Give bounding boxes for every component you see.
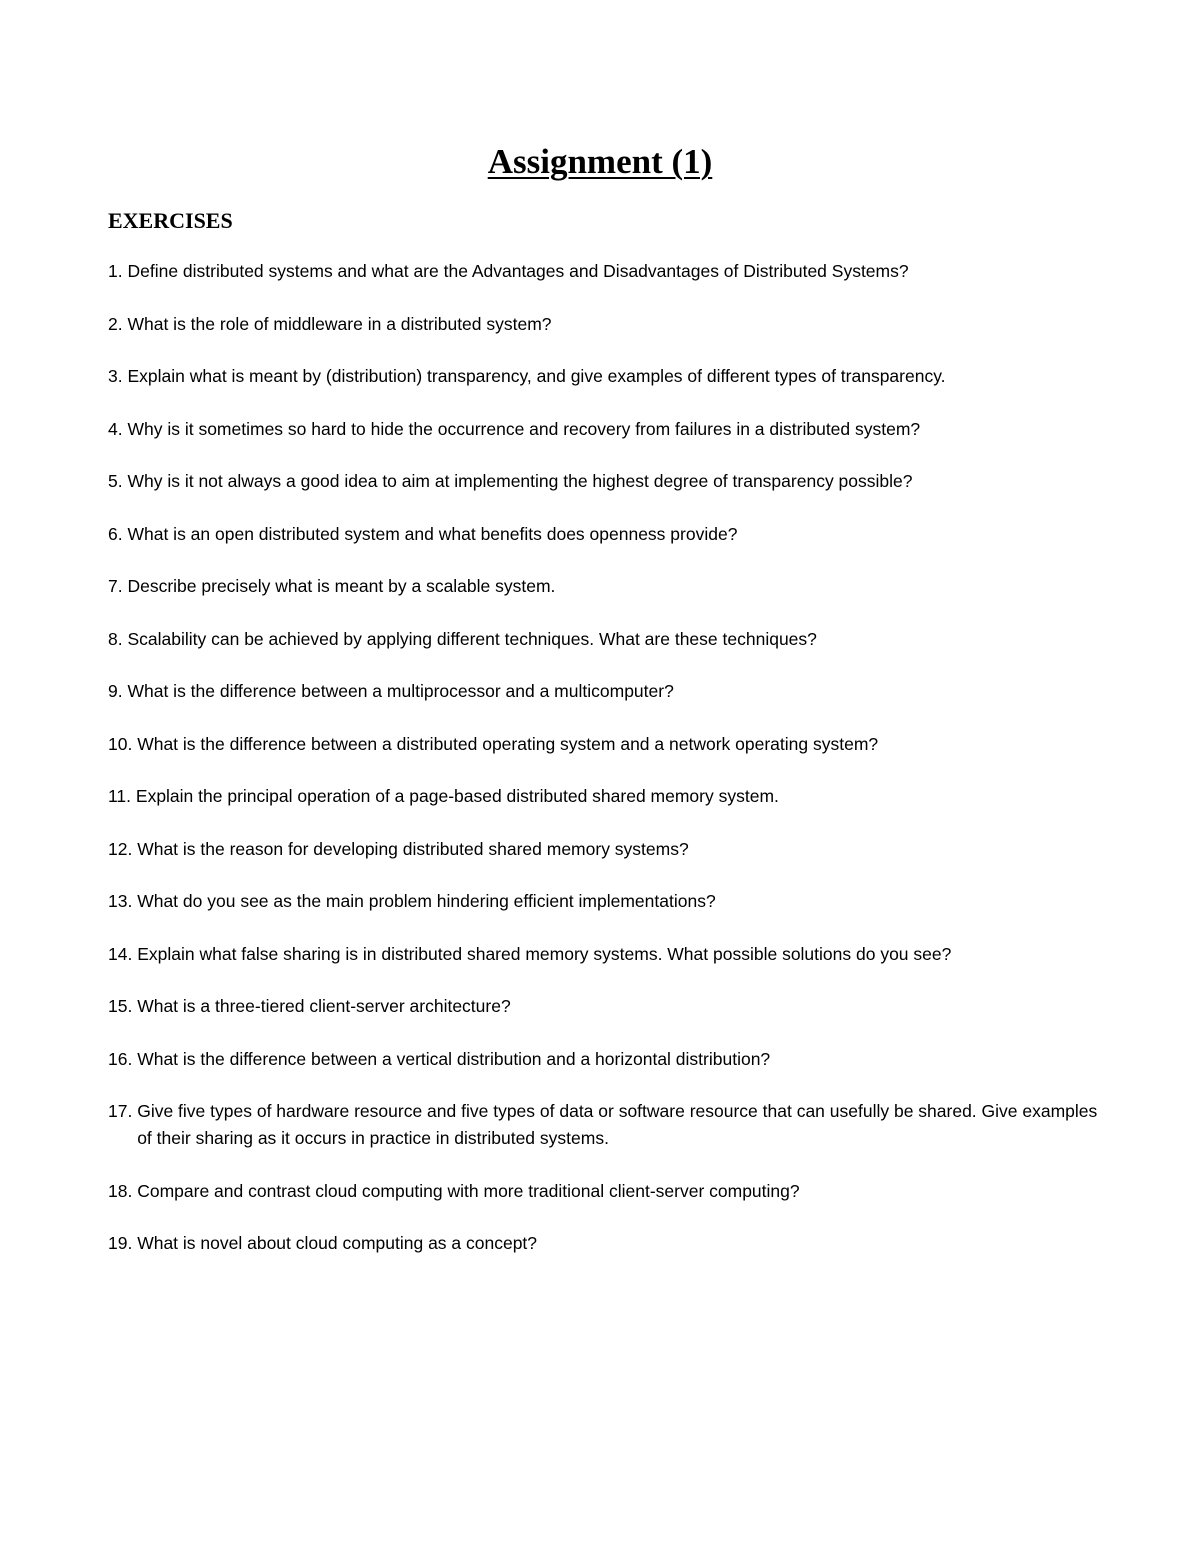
exercise-item-5	[108, 468, 1108, 495]
exercise-item-17	[108, 1098, 1108, 1152]
exercise-text: Give five types of hardware resource and five types of data or software resource that can usefully be shared. Give examples of their sharing as it occurs in practice in distributed systems.	[137, 1101, 1098, 1148]
exercise-text: What is the difference between a distributed operating system and a network operating system?	[137, 733, 879, 754]
exercise-number: 16.	[108, 1048, 138, 1069]
exercise-number: 5.	[108, 471, 128, 491]
exercise-item-7	[108, 573, 1108, 600]
exercise-item-6	[108, 521, 1108, 548]
exercise-number: 8.	[108, 628, 128, 649]
exercise-item-4	[108, 416, 1108, 443]
exercise-number: 13.	[108, 891, 138, 911]
exercise-text: Describe precisely what is meant by a scalable system.	[127, 576, 556, 596]
exercise-number: 11.	[108, 786, 136, 806]
exercise-item-14	[108, 941, 1108, 968]
exercise-number: 19.	[108, 1233, 138, 1253]
exercise-number: 10.	[108, 733, 138, 754]
exercise-text: Explain what false sharing is in distributed shared memory systems. What possible solutions do you see?	[137, 943, 952, 964]
exercise-item-13	[108, 888, 1108, 915]
exercise-number: 4.	[108, 418, 128, 439]
exercise-item-10	[108, 731, 1108, 758]
exercise-text: Scalability can be achieved by applying different techniques. What are these techniques?	[127, 628, 817, 649]
exercise-text: What do you see as the main problem hindering efficient implementations?	[137, 891, 716, 911]
exercise-number: 6.	[108, 523, 128, 544]
exercise-text: What is the role of middleware in a distributed system?	[127, 313, 552, 334]
exercise-text: What is the difference between a multiprocessor and a multicomputer?	[127, 681, 674, 701]
exercise-number: 3.	[108, 366, 128, 386]
exercise-item-12	[108, 836, 1108, 863]
exercise-item-16	[108, 1046, 1108, 1073]
exercise-number: 15.	[108, 996, 138, 1016]
exercise-list	[108, 258, 1108, 1283]
exercise-item-18	[108, 1178, 1108, 1205]
exercise-text: What is the difference between a vertical distribution and a horizontal distribution?	[137, 1048, 771, 1069]
exercise-number: 7.	[108, 576, 128, 596]
exercise-item-11	[108, 783, 1108, 810]
exercise-text: Explain what is meant by (distribution) transparency, and give examples of different types of transparency.	[127, 366, 946, 386]
exercise-number: 12.	[108, 838, 138, 859]
exercise-text: Why is it sometimes so hard to hide the occurrence and recovery from failures in a distributed system?	[127, 418, 921, 439]
exercise-item-15	[108, 993, 1108, 1020]
exercise-item-19	[108, 1230, 1108, 1257]
exercise-number: 18.	[108, 1180, 138, 1201]
exercise-text: Explain the principal operation of a page-based distributed shared memory system.	[135, 786, 779, 806]
exercise-number: 9.	[108, 681, 128, 701]
exercise-text: What is novel about cloud computing as a concept?	[137, 1233, 538, 1253]
exercise-item-3	[108, 363, 1108, 390]
exercise-text: Why is it not always a good idea to aim at implementing the highest degree of transparency possible?	[127, 471, 913, 491]
exercise-text: What is the reason for developing distributed shared memory systems?	[137, 838, 689, 859]
exercise-text: Compare and contrast cloud computing with more traditional client-server computing?	[137, 1180, 800, 1201]
exercise-item-8	[108, 626, 1108, 653]
exercise-text: Define distributed systems and what are the Advantages and Disadvantages of Distributed Systems?	[127, 261, 909, 281]
exercise-number: 1.	[108, 261, 128, 281]
section-heading: EXERCISES	[108, 208, 233, 233]
exercise-item-1	[108, 258, 1108, 285]
exercise-number: 17.	[108, 1101, 138, 1121]
exercise-text: What is an open distributed system and what benefits does openness provide?	[127, 523, 738, 544]
document-title: Assignment (1)	[487, 142, 713, 181]
exercise-item-2	[108, 311, 1108, 338]
exercise-item-9	[108, 678, 1108, 705]
exercise-number: 2.	[108, 313, 128, 334]
exercise-text: What is a three-tiered client-server architecture?	[137, 996, 511, 1016]
exercise-number: 14.	[108, 943, 138, 964]
